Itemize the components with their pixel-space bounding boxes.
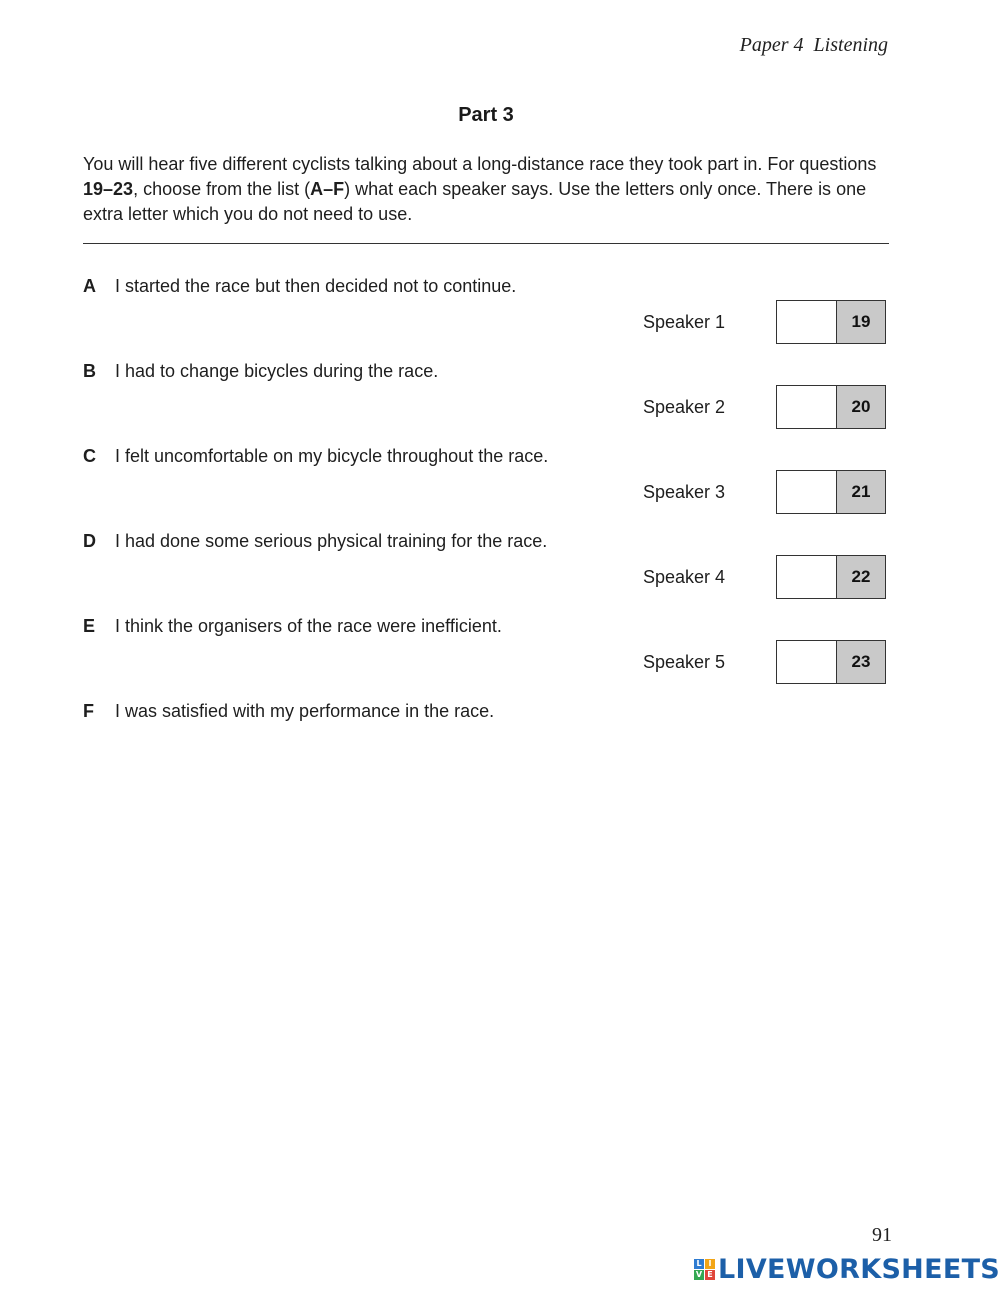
question-number: 20 (837, 386, 885, 428)
option-letter: F (83, 701, 94, 721)
instructions-text-3: ) what each speaker says. Use the letters only once. There is one extra letter which you do not need to use. (83, 179, 867, 224)
logo-icon (694, 1259, 715, 1280)
option-text: I started the race but then decided not to continue. (115, 276, 517, 296)
option-a (83, 276, 516, 297)
option-text: I think the organisers of the race were inefficient. (115, 616, 502, 636)
option-text: I had done some serious physical training for the race. (115, 531, 548, 551)
brand-name: LIVEWORKSHEETS (718, 1254, 1000, 1285)
answer-box-21 (776, 470, 886, 514)
instructions-text-2: , choose from the list ( (133, 179, 311, 199)
letters-range: A–F (310, 179, 345, 199)
option-letter: B (83, 361, 96, 381)
option-text: I felt uncomfortable on my bicycle throughout the race. (115, 446, 549, 466)
option-letter: A (83, 276, 96, 296)
option-c (83, 446, 548, 467)
speaker-2-label: Speaker 2 (643, 397, 726, 417)
logo-tile: I (705, 1259, 715, 1269)
option-d (83, 531, 547, 552)
liveworksheets-logo (694, 1254, 1000, 1285)
instructions-text-1: You will hear five different cyclists talking about a long-distance race they took part in. For questions (83, 154, 877, 174)
option-text: I had to change bicycles during the race. (115, 361, 439, 381)
answer-input-21[interactable] (777, 471, 837, 513)
speaker-5-label: Speaker 5 (643, 652, 726, 672)
running-head (740, 34, 888, 57)
option-letter: E (83, 616, 96, 636)
question-number: 23 (837, 641, 885, 683)
instructions (83, 152, 895, 227)
question-number: 19 (837, 301, 885, 343)
page-number: 91 (872, 1224, 892, 1246)
answer-box-20 (776, 385, 886, 429)
section-label: Listening (813, 34, 888, 56)
logo-tile: V (695, 1270, 703, 1279)
answer-box-22 (776, 555, 886, 599)
divider (83, 243, 889, 244)
answer-input-20[interactable] (777, 386, 837, 428)
answer-box-23 (776, 640, 886, 684)
answer-input-22[interactable] (777, 556, 837, 598)
speaker-4-label: Speaker 4 (643, 567, 726, 587)
speaker-3-label: Speaker 3 (643, 482, 726, 502)
questions-range: 19–23 (83, 179, 134, 199)
part-title: Part 3 (458, 104, 514, 126)
option-text: I was satisfied with my performance in the race. (115, 701, 495, 721)
question-number: 22 (837, 556, 885, 598)
answer-input-19[interactable] (777, 301, 837, 343)
question-number: 21 (837, 471, 885, 513)
paper-label: Paper 4 (739, 34, 804, 56)
option-f (83, 701, 494, 722)
option-b (83, 361, 438, 382)
answer-input-23[interactable] (777, 641, 837, 683)
option-e (83, 616, 502, 637)
speaker-1-label: Speaker 1 (643, 312, 726, 332)
option-letter: D (83, 531, 96, 551)
logo-tile: L (694, 1259, 704, 1269)
answer-box-19 (776, 300, 886, 344)
option-letter: C (83, 446, 96, 466)
logo-tile: E (705, 1270, 715, 1280)
